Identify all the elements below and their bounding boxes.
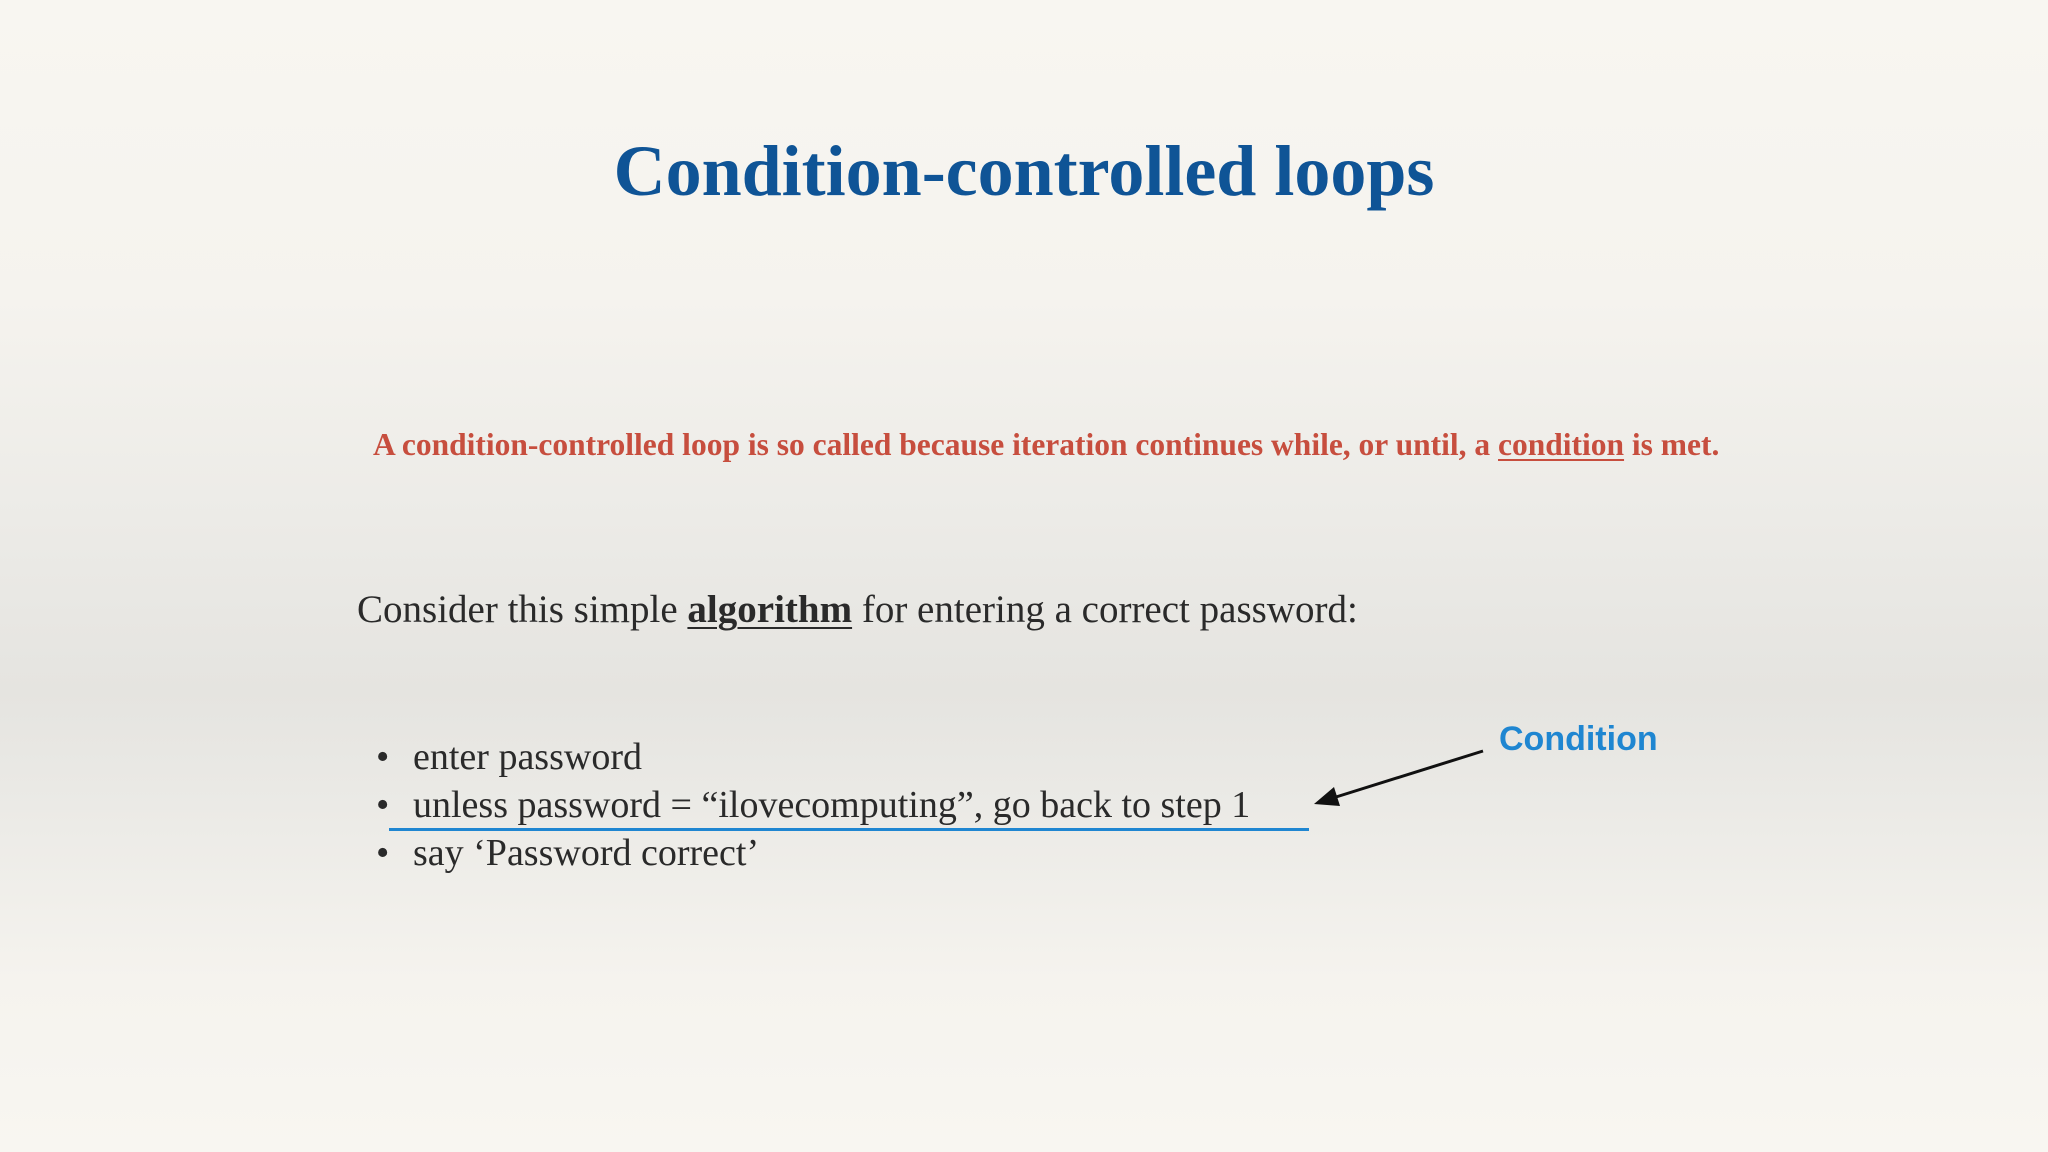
consider-text-start: Consider this simple bbox=[357, 588, 688, 631]
algorithm-step bbox=[376, 829, 1250, 877]
consider-keyword-algorithm: algorithm bbox=[687, 588, 853, 631]
definition-text-end: is met. bbox=[1624, 427, 1720, 462]
bullet-icon: • bbox=[376, 736, 390, 778]
arrow-shaft bbox=[1336, 751, 1483, 797]
bullet-icon: • bbox=[376, 784, 390, 826]
definition-keyword-condition: condition bbox=[1498, 427, 1625, 462]
definition-text bbox=[373, 424, 1753, 465]
definition-text-start: A condition-controlled loop is so called because iteration continues while, or until, a bbox=[373, 427, 1499, 462]
consider-text-end: for entering a correct password: bbox=[852, 588, 1358, 631]
arrow-head bbox=[1314, 787, 1340, 806]
algorithm-step-text: say ‘Password correct’ bbox=[413, 832, 760, 874]
algorithm-step-text: enter password bbox=[413, 736, 642, 778]
algorithm-step bbox=[376, 781, 1250, 829]
slide-title: Condition-controlled loops bbox=[613, 131, 1435, 211]
algorithm-step-text: unless password = “ilovecomputing”, go back to step 1 bbox=[413, 784, 1251, 826]
algorithm-steps-list bbox=[376, 733, 1250, 877]
bullet-icon: • bbox=[376, 832, 390, 874]
algorithm-step bbox=[376, 733, 1250, 781]
consider-sentence bbox=[357, 584, 1358, 636]
condition-annotation-label: Condition bbox=[1499, 720, 1658, 758]
condition-underline bbox=[389, 828, 1309, 831]
